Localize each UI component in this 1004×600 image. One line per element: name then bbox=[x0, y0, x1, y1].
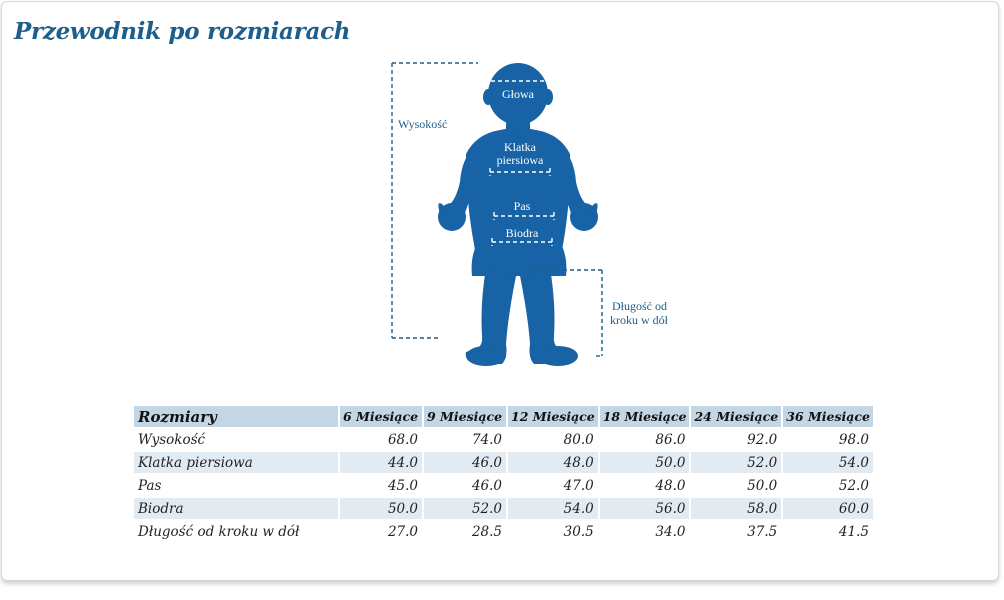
cell-value: 37.5 bbox=[691, 521, 781, 542]
cell-value: 28.5 bbox=[424, 521, 506, 542]
cell-value: 45.0 bbox=[340, 475, 422, 496]
cell-value: 48.0 bbox=[508, 452, 598, 473]
label-waist: Pas bbox=[513, 199, 531, 213]
row-label: Biodra bbox=[134, 498, 338, 519]
cell-value: 92.0 bbox=[691, 429, 781, 450]
header-36-months: 36 Miesiące bbox=[783, 406, 873, 427]
cell-value: 60.0 bbox=[783, 498, 873, 519]
cell-value: 74.0 bbox=[424, 429, 506, 450]
cell-value: 98.0 bbox=[783, 429, 873, 450]
cell-value: 46.0 bbox=[424, 452, 506, 473]
table-row bbox=[134, 498, 873, 519]
size-table bbox=[132, 404, 875, 544]
cell-value: 50.0 bbox=[691, 475, 781, 496]
row-label: Pas bbox=[134, 475, 338, 496]
page-title: Przewodnik po rozmiarach bbox=[14, 18, 351, 45]
size-guide-panel bbox=[1, 1, 999, 581]
measurement-diagram bbox=[382, 54, 702, 374]
cell-value: 44.0 bbox=[340, 452, 422, 473]
table-row bbox=[134, 475, 873, 496]
cell-value: 47.0 bbox=[508, 475, 598, 496]
cell-value: 27.0 bbox=[340, 521, 422, 542]
cell-value: 52.0 bbox=[424, 498, 506, 519]
header-9-months: 9 Miesiące bbox=[424, 406, 506, 427]
table-row bbox=[134, 521, 873, 542]
label-head: Głowa bbox=[502, 87, 534, 101]
cell-value: 80.0 bbox=[508, 429, 598, 450]
cell-value: 54.0 bbox=[508, 498, 598, 519]
label-chest-line1: Klatka bbox=[504, 140, 536, 154]
row-label: Klatka piersiowa bbox=[134, 452, 338, 473]
header-18-months: 18 Miesiące bbox=[600, 406, 690, 427]
row-label: Wysokość bbox=[134, 429, 338, 450]
cell-value: 30.5 bbox=[508, 521, 598, 542]
label-chest-line2: piersiowa bbox=[496, 153, 544, 167]
header-sizes: Rozmiary bbox=[134, 406, 338, 427]
label-hips: Biodra bbox=[505, 226, 539, 240]
cell-value: 41.5 bbox=[783, 521, 873, 542]
cell-value: 58.0 bbox=[691, 498, 781, 519]
cell-value: 52.0 bbox=[691, 452, 781, 473]
header-12-months: 12 Miesiące bbox=[508, 406, 598, 427]
cell-value: 46.0 bbox=[424, 475, 506, 496]
baby-silhouette-icon bbox=[438, 63, 598, 366]
cell-value: 54.0 bbox=[783, 452, 873, 473]
label-inseam-line2: kroku w dół bbox=[610, 313, 668, 327]
cell-value: 86.0 bbox=[600, 429, 690, 450]
table-header-row bbox=[134, 406, 873, 427]
label-inseam-line1: Długość od bbox=[612, 299, 667, 313]
cell-value: 68.0 bbox=[340, 429, 422, 450]
row-label: Długość od kroku w dół bbox=[134, 521, 338, 542]
cell-value: 50.0 bbox=[600, 452, 690, 473]
header-6-months: 6 Miesiące bbox=[340, 406, 422, 427]
cell-value: 34.0 bbox=[600, 521, 690, 542]
table-row bbox=[134, 429, 873, 450]
header-24-months: 24 Miesiące bbox=[691, 406, 781, 427]
cell-value: 56.0 bbox=[600, 498, 690, 519]
label-height: Wysokość bbox=[398, 117, 448, 131]
cell-value: 50.0 bbox=[340, 498, 422, 519]
cell-value: 48.0 bbox=[600, 475, 690, 496]
table-row bbox=[134, 452, 873, 473]
cell-value: 52.0 bbox=[783, 475, 873, 496]
